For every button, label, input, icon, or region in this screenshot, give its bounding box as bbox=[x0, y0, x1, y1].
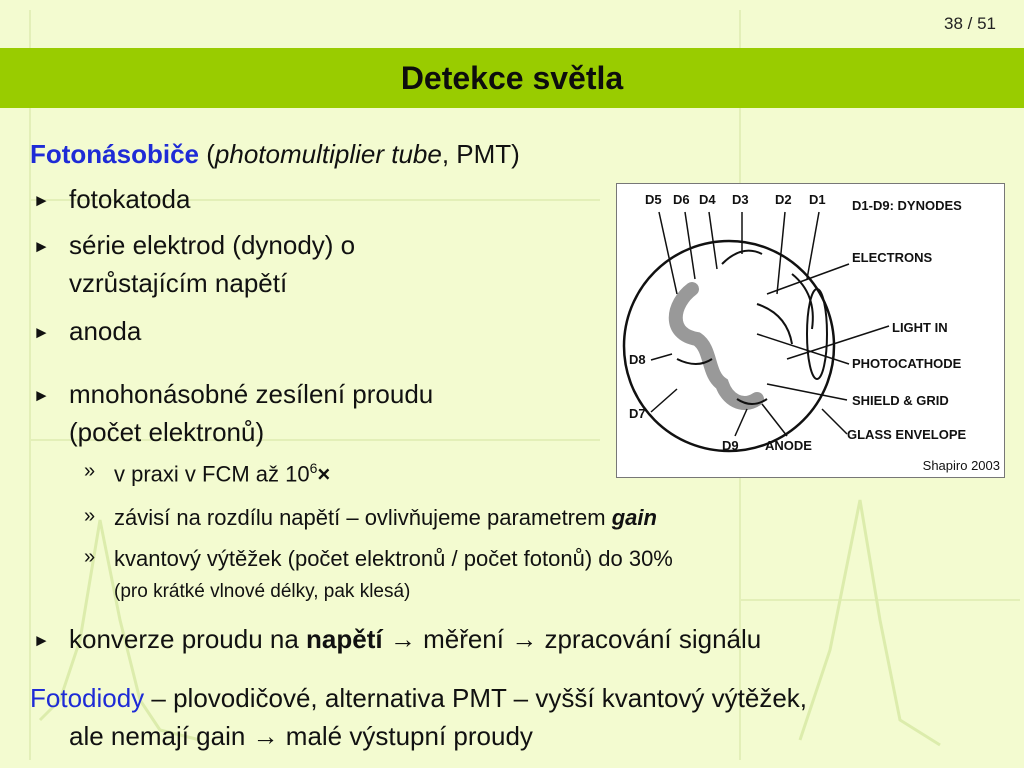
glass-envelope-circle bbox=[624, 241, 834, 451]
sub-bullet-icon: » bbox=[84, 505, 96, 527]
intro-open: ( bbox=[199, 139, 215, 169]
conversion-post: → měření → zpracování signálu bbox=[382, 624, 762, 654]
sub-bullet-icon: » bbox=[84, 546, 96, 568]
label-d3: D3 bbox=[732, 192, 749, 207]
conversion-line bbox=[69, 623, 761, 655]
label-glass: GLASS ENVELOPE bbox=[847, 427, 967, 442]
label-anode: ANODE bbox=[765, 438, 812, 453]
label-d2: D2 bbox=[775, 192, 792, 207]
label-shield: SHIELD & GRID bbox=[852, 393, 949, 408]
page-number: 38 / 51 bbox=[944, 14, 996, 33]
bullet-arrow-icon: ► bbox=[33, 631, 50, 650]
intro-rest: , PMT) bbox=[441, 139, 520, 169]
bullet-arrow-icon: ► bbox=[33, 386, 50, 405]
sub-bullet-2-text: závisí na rozdílu napětí – ovlivňujeme parametrem bbox=[114, 505, 612, 530]
photodiode-text: – plovodičové, alternativa PMT – vyšší kvantový výtěžek, bbox=[144, 683, 807, 713]
sub-bullet-2-emph: gain bbox=[611, 505, 657, 530]
bullet-2-text: série elektrod (dynody) o bbox=[69, 230, 356, 260]
label-d1: D1 bbox=[809, 192, 826, 207]
conversion-pre: konverze proudu na bbox=[69, 624, 307, 654]
sub-bullet-1-suffix: × bbox=[317, 461, 331, 487]
figure-caption: Shapiro 2003 bbox=[922, 458, 1000, 473]
label-d9: D9 bbox=[722, 438, 739, 453]
label-d4: D4 bbox=[699, 192, 716, 207]
sub-bullet-2 bbox=[114, 505, 657, 531]
label-d7: D7 bbox=[629, 406, 646, 421]
label-photocathode: PHOTOCATHODE bbox=[852, 356, 962, 371]
photocathode-shape bbox=[807, 289, 827, 379]
sub-bullet-3-note: (pro krátké vlnové délky, pak klesá) bbox=[114, 581, 411, 602]
intro-italic: photomultiplier tube bbox=[214, 139, 442, 169]
dynode-shape bbox=[757, 304, 792, 344]
bullet-1-text: fotokatoda bbox=[69, 184, 191, 214]
intro-line bbox=[30, 138, 520, 170]
conversion-bold: napětí bbox=[306, 624, 383, 654]
label-d6: D6 bbox=[673, 192, 690, 207]
bullet-2-text-cont: vzrůstajícím napětí bbox=[69, 268, 288, 298]
bullet-arrow-icon: ► bbox=[33, 323, 50, 342]
sub-bullet-1-sup: 6 bbox=[309, 460, 318, 476]
pmt-diagram bbox=[617, 184, 1004, 477]
bullet-4-text-cont: (počet elektronů) bbox=[69, 417, 265, 447]
bullet-4-text: mnohonásobné zesílení proudu bbox=[69, 379, 434, 409]
label-d5: D5 bbox=[645, 192, 662, 207]
sub-bullet-3-text: kvantový výtěžek (počet elektronů / počet fotonů) do 30% bbox=[114, 546, 673, 571]
bullet-arrow-icon: ► bbox=[33, 191, 50, 210]
intro-term: Fotonásobiče bbox=[30, 139, 200, 169]
photodiode-line2: ale nemají gain → malé výstupní proudy bbox=[69, 721, 533, 751]
sub-bullet-icon: » bbox=[84, 460, 96, 482]
sub-bullet-1 bbox=[114, 460, 330, 487]
sub-bullet-1-text: v praxi v FCM až 10 bbox=[114, 461, 310, 487]
pmt-diagram-figure bbox=[616, 183, 1005, 478]
bullet-3-text: anoda bbox=[69, 316, 142, 346]
photodiode-term: Fotodiody bbox=[30, 683, 145, 713]
electron-path bbox=[676, 289, 757, 403]
label-dynodes: D1-D9: DYNODES bbox=[852, 198, 962, 213]
bullet-arrow-icon: ► bbox=[33, 237, 50, 256]
label-light-in: LIGHT IN bbox=[892, 320, 948, 335]
slide-title: Detekce světla bbox=[400, 60, 624, 96]
label-d8: D8 bbox=[629, 352, 646, 367]
photodiode-line bbox=[30, 682, 807, 714]
label-electrons: ELECTRONS bbox=[852, 250, 933, 265]
